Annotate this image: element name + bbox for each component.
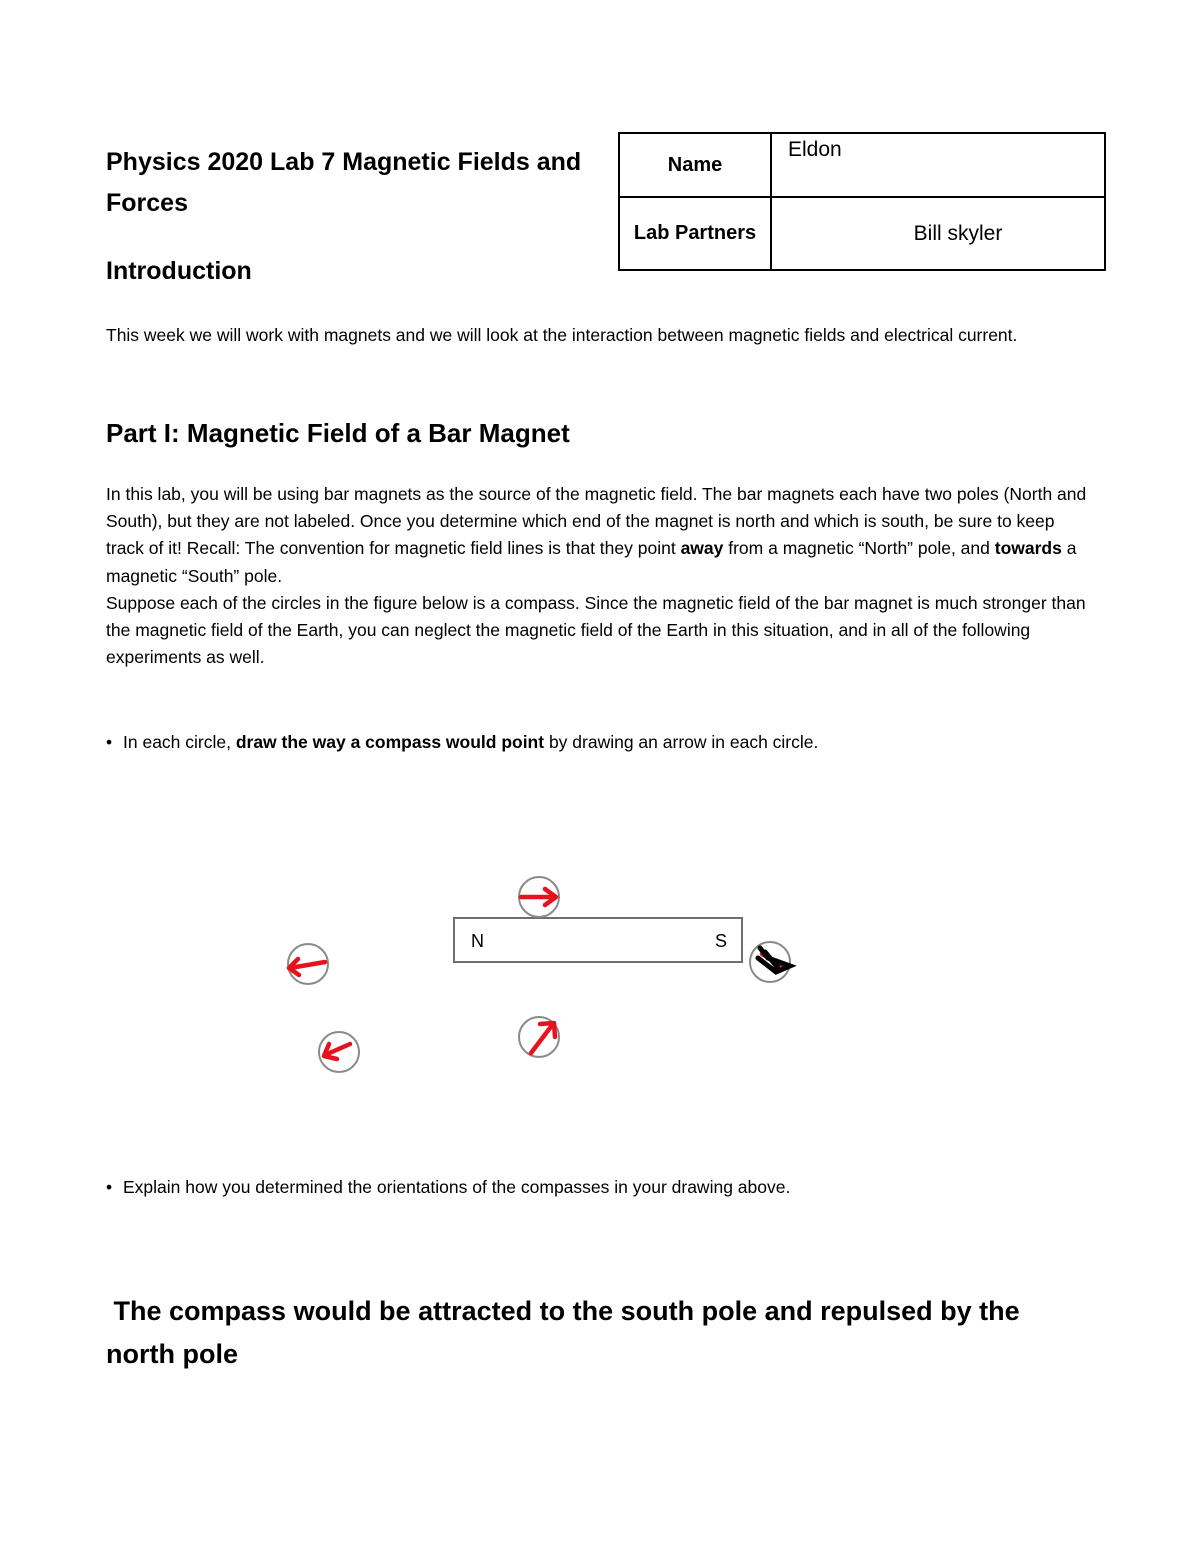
part1-p1-bold-away: away (680, 538, 724, 559)
part1-p2-text: Suppose each of the circles in the figure below is a compass. Since the magnetic field of the bar magnet is much stronger than the magnetic field of the Earth, you can neglect the magnetic field of the Earth in this situation, and in all of the following experiments as well. (106, 592, 1086, 668)
page-title: Physics 2020 Lab 7 Magnetic Fields and Forces (106, 148, 582, 217)
south-pole-label: S (714, 931, 727, 951)
bullet-symbol: • (106, 1177, 113, 1197)
lab-partners-label: Lab Partners (619, 197, 771, 270)
part1-p1-end: a magnetic “South” pole. (106, 538, 1077, 586)
introduction-text: This week we will work with magnets and we will look at the interaction between magnetic fields and electrical current. (106, 325, 1018, 345)
part1-p1-mid: from a magnetic “North” pole, and (723, 538, 995, 559)
bullet1-bold: draw the way a compass would point (235, 732, 545, 752)
north-pole-label: N (471, 931, 484, 951)
introduction-heading: Introduction (106, 257, 252, 285)
name-label: Name (619, 133, 771, 197)
answer-text[interactable]: The compass would be attracted to the south pole and repulsed by the north pole (106, 1296, 1028, 1369)
bullet2-text: Explain how you determined the orientations of the compasses in your drawing above. (123, 1177, 791, 1197)
lab-partners-field[interactable]: Bill skyler (771, 197, 1105, 270)
bullet1-pre: In each circle, (123, 732, 236, 752)
part1-p1-bold-towards: towards (994, 538, 1062, 559)
instruction-bullet-explain (106, 1174, 790, 1201)
bullet1-post: by drawing an arrow in each circle. (544, 732, 819, 752)
bullet-symbol: • (106, 732, 113, 752)
name-field[interactable]: Eldon (771, 133, 1105, 197)
part1-p1-text: In this lab, you will be using bar magnets as the source of the magnetic field. The bar magnets each have two poles (North and South), but they are not labeled. Once you determine which end of the magnet is north and which is south, be sure to keep track of it! Recall: The convention for magnetic field lines is that they point (106, 484, 1087, 559)
part1-heading: Part I: Magnetic Field of a Bar Magnet (106, 418, 570, 448)
